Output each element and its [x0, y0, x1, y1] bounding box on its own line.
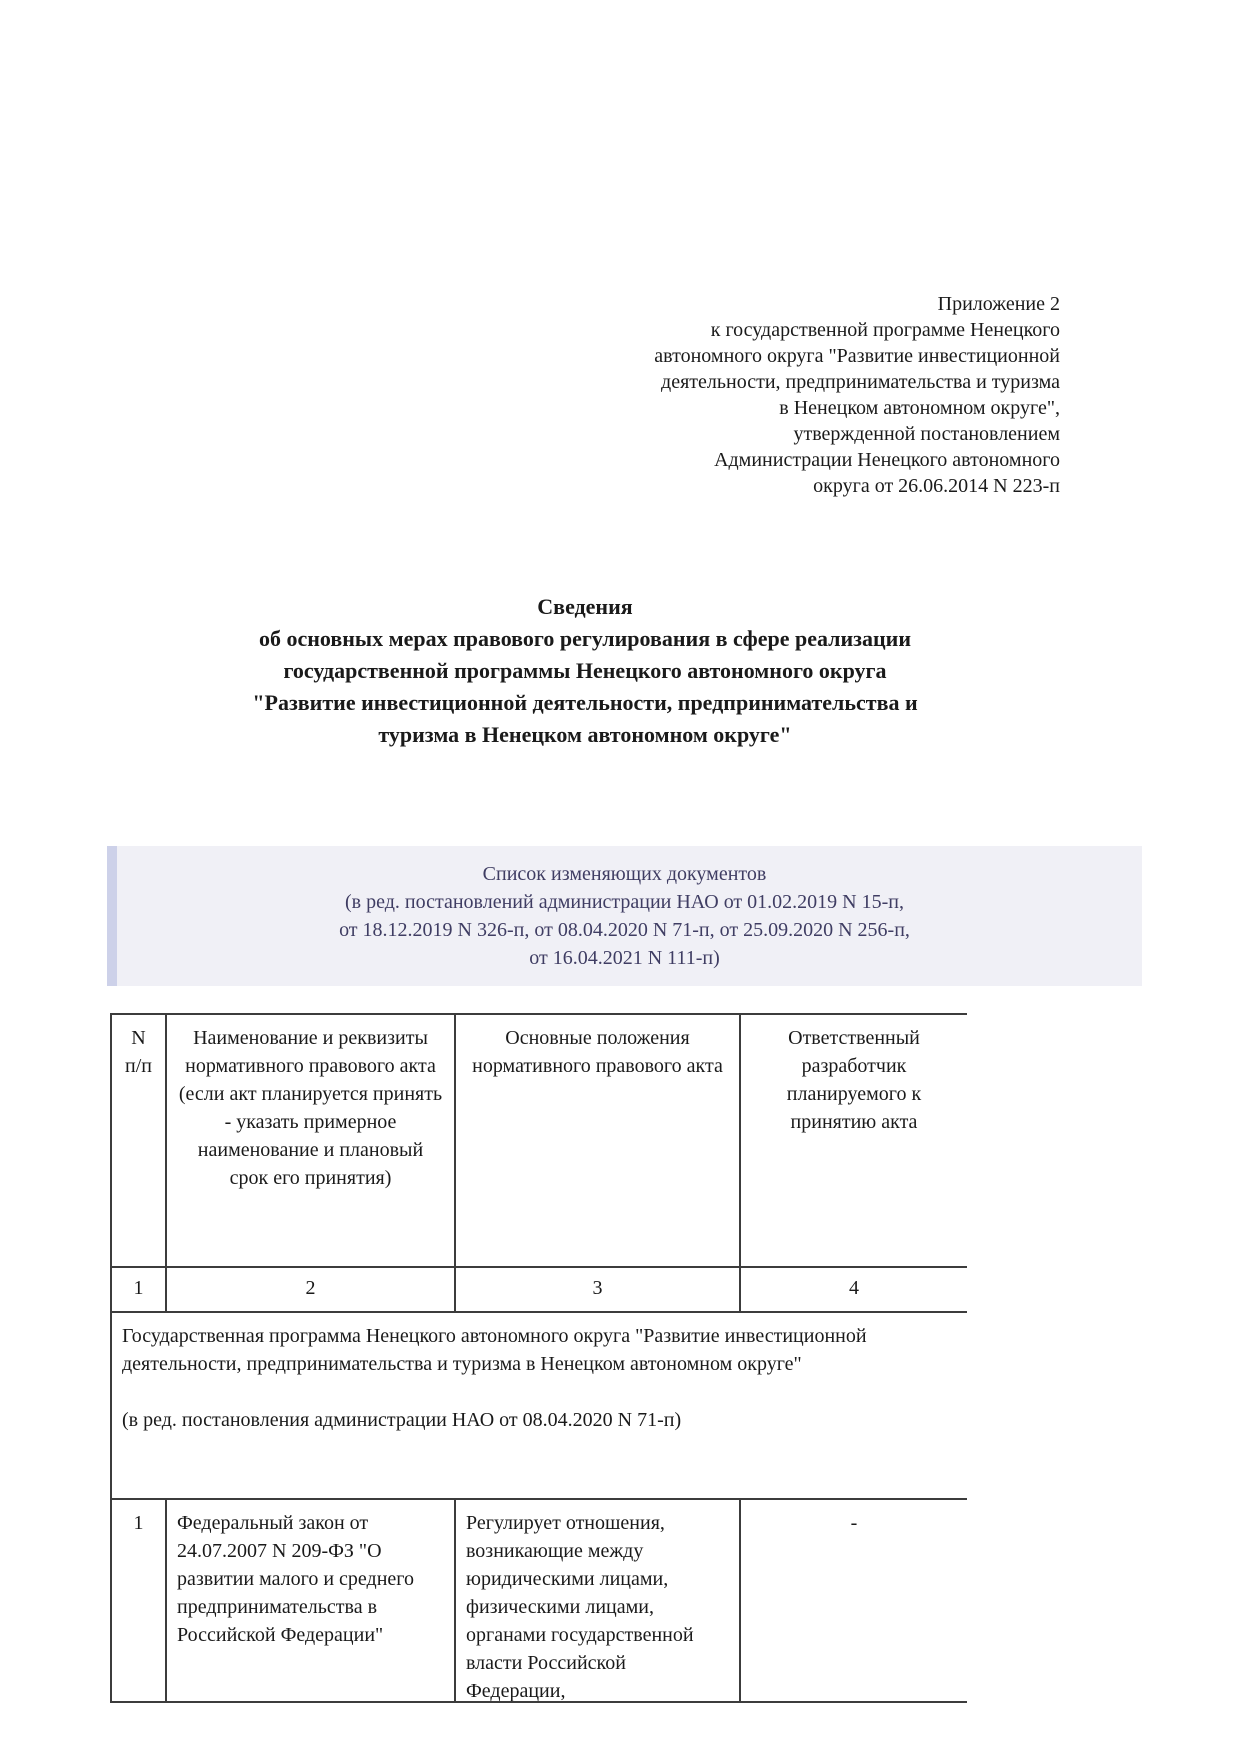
page-title-line: Сведения — [537, 594, 633, 619]
column-header-developer: Ответственный разработчик планируемого к принятию акта — [740, 1014, 967, 1267]
page-title — [110, 591, 1060, 751]
row-developer-cell: - — [740, 1499, 967, 1703]
page-title-line: "Развитие инвестиционной деятельности, предпринимательства и — [252, 690, 918, 715]
column-header-num: N п/п — [111, 1014, 166, 1267]
column-numbers-row — [111, 1267, 967, 1312]
column-number: 1 — [111, 1267, 166, 1312]
annex-header-line: деятельности, предпринимательства и туризма — [661, 371, 1060, 393]
annex-header-line: Приложение 2 — [937, 293, 1060, 315]
amendments-box-left-bar — [107, 846, 117, 986]
row-act-cell: Федеральный закон от 24.07.2007 N 209-ФЗ "О развитии малого и среднего предпринимательства в Российской Федерации" — [166, 1499, 455, 1703]
table-row — [111, 1499, 967, 1703]
annex-header — [0, 0, 1060, 499]
amendments-line: (в ред. постановлений администрации НАО от 01.02.2019 N 15-п, — [345, 891, 904, 913]
annex-header-line: автономного округа "Развитие инвестиционной — [654, 345, 1060, 367]
annex-header-line: Администрации Ненецкого автономного — [714, 449, 1060, 471]
column-number: 3 — [455, 1267, 740, 1312]
amendments-line: Список изменяющих документов — [482, 863, 767, 885]
regulation-table-wrapper — [110, 1013, 967, 1703]
column-header-act: Наименование и реквизиты нормативного правового акта (если акт планируется принять - указать примерное наименование и плановый срок его принятия) — [166, 1014, 455, 1267]
amendments-box-text — [117, 846, 1142, 986]
annex-header-line: округа от 26.06.2014 N 223-п — [813, 475, 1060, 497]
regulation-table — [110, 1013, 967, 1703]
amendments-line: от 16.04.2021 N 111-п) — [529, 947, 720, 969]
amendments-line: от 18.12.2019 N 326-п, от 08.04.2020 N 71-п, от 25.09.2020 N 256-п, — [339, 919, 910, 941]
row-num-cell: 1 — [111, 1499, 166, 1703]
column-number: 2 — [166, 1267, 455, 1312]
annex-header-line: утвержденной постановлением — [793, 423, 1060, 445]
annex-header-line: в Ненецком автономном округе", — [779, 397, 1060, 419]
annex-header-line: к государственной программе Ненецкого — [710, 319, 1060, 341]
program-section-cell — [111, 1312, 967, 1499]
page-title-line: туризма в Ненецком автономном округе" — [378, 722, 792, 747]
page-title-line: государственной программы Ненецкого автономного округа — [283, 658, 887, 683]
amendments-box — [107, 846, 1142, 986]
row-provisions-cell: Регулирует отношения, возникающие между юридическими лицами, физическими лицами, органами государственной власти Российской Федерации, — [455, 1499, 740, 1703]
table-header-row — [111, 1014, 967, 1267]
column-header-provisions: Основные положения нормативного правового акта — [455, 1014, 740, 1267]
program-section-edition-note: (в ред. постановления администрации НАО от 08.04.2020 N 71-п) — [122, 1409, 682, 1431]
program-section-row — [111, 1312, 967, 1499]
column-number: 4 — [740, 1267, 967, 1312]
program-section-title: Государственная программа Ненецкого автономного округа "Развитие инвестиционной деятельности, предпринимательства и туризма в Ненецком автономном округе" — [122, 1325, 867, 1375]
page-title-line: об основных мерах правового регулирования в сфере реализации — [258, 626, 912, 651]
